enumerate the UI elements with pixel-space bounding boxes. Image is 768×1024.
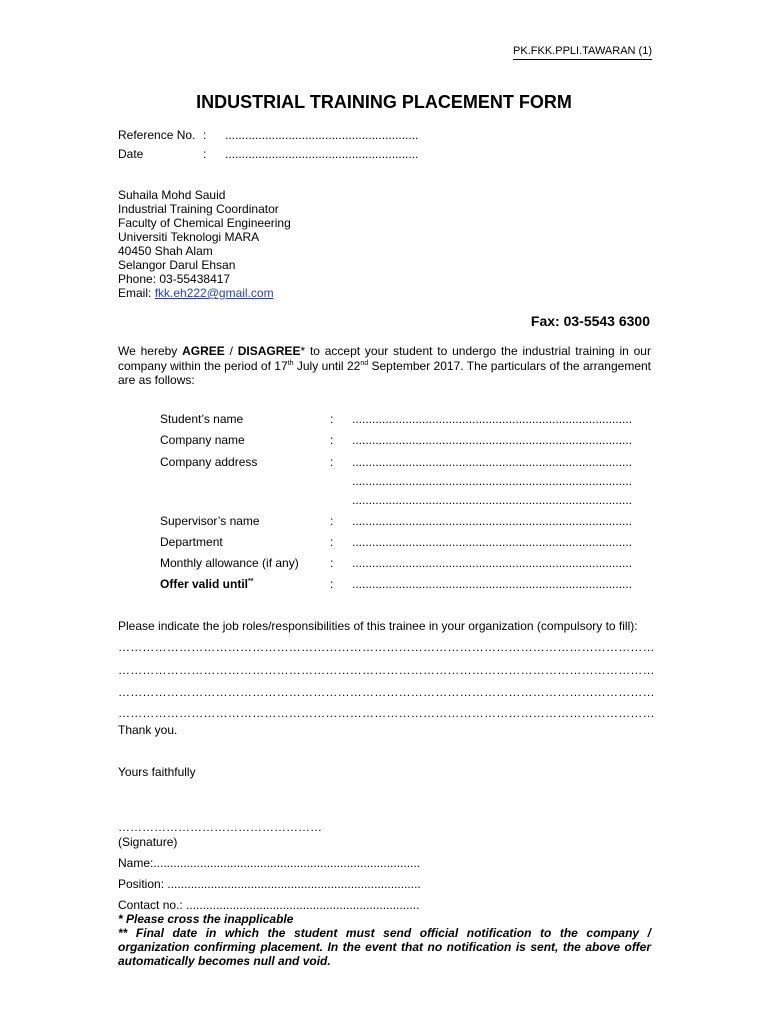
date-colon: : bbox=[203, 147, 207, 161]
signature-line[interactable]: …………………………………………… bbox=[118, 820, 322, 834]
intro-slash: / bbox=[224, 344, 238, 358]
allowance-label: Monthly allowance (if any) bbox=[160, 556, 299, 570]
email-link[interactable]: fkk.eh222@gmail.com bbox=[154, 286, 274, 300]
allowance-colon: : bbox=[330, 556, 334, 570]
roles-line-2[interactable]: …………………………………………………………………………………………………………………… bbox=[118, 663, 655, 677]
page-title: INDUSTRIAL TRAINING PLACEMENT FORM bbox=[196, 92, 572, 112]
address-name: Suhaila Mohd Sauid bbox=[118, 188, 226, 202]
supervisor-name-field[interactable]: .................................................................................... bbox=[352, 514, 633, 528]
student-name-label: Student’s name bbox=[160, 412, 244, 426]
allowance-field[interactable]: .................................................................................... bbox=[352, 556, 633, 570]
student-name-colon: : bbox=[330, 412, 334, 426]
address-state: Selangor Darul Ehsan bbox=[118, 258, 236, 272]
company-address-label: Company address bbox=[160, 455, 258, 469]
offer-valid-text: Offer valid until bbox=[160, 577, 249, 591]
offer-valid-label bbox=[160, 577, 253, 591]
signature-label: (Signature) bbox=[118, 835, 178, 849]
signer-contact-field[interactable]: Contact no.: ...................................................................... bbox=[118, 898, 420, 912]
fax-number: Fax: 03-5543 6300 bbox=[530, 313, 650, 329]
company-address-colon: : bbox=[330, 455, 334, 469]
signer-name-field[interactable]: Name:................................................................................ bbox=[118, 856, 421, 870]
roles-prompt: Please indicate the job roles/responsibilities of this trainee in your organization (compulsory to fill): bbox=[118, 619, 638, 633]
intro-text-1: We hereby bbox=[118, 344, 183, 358]
address-faculty: Faculty of Chemical Engineering bbox=[118, 216, 291, 230]
address-postcode-city: 40450 Shah Alam bbox=[118, 244, 213, 258]
department-label: Department bbox=[160, 535, 223, 549]
intro-sup-2: nd bbox=[360, 359, 369, 367]
company-name-colon: : bbox=[330, 433, 334, 447]
department-field[interactable]: .................................................................................... bbox=[352, 535, 633, 549]
email-label: Email: bbox=[118, 286, 155, 300]
intro-text-2: * to accept your student to undergo the industrial training in our company within the period of 17 bbox=[118, 344, 651, 373]
company-address-field-3[interactable]: .................................................................................... bbox=[352, 493, 633, 507]
roles-line-1[interactable]: …………………………………………………………………………………………………………………… bbox=[118, 640, 655, 654]
address-phone: Phone: 03-55438417 bbox=[118, 272, 231, 286]
date-field[interactable]: .......................................................... bbox=[225, 147, 419, 161]
disagree-option[interactable]: DISAGREE bbox=[237, 344, 301, 358]
company-name-field[interactable]: .................................................................................... bbox=[352, 433, 633, 447]
closing: Yours faithfully bbox=[118, 765, 196, 779]
document-code: PK.FKK.PPLI.TAWARAN (1) bbox=[513, 45, 652, 60]
intro-sup-1: th bbox=[287, 359, 294, 367]
supervisor-name-colon: : bbox=[330, 514, 334, 528]
company-address-field-2[interactable]: .................................................................................... bbox=[352, 474, 633, 488]
intro-text-3: July until 22 bbox=[293, 358, 361, 373]
date-label: Date bbox=[118, 147, 144, 161]
address-role: Industrial Training Coordinator bbox=[118, 202, 279, 216]
intro-text-4: September 2017. The particulars of the arrangement are as follows: bbox=[118, 358, 652, 387]
reference-colon: : bbox=[203, 128, 207, 142]
footnote-1: * Please cross the inapplicable bbox=[118, 912, 294, 926]
student-name-field[interactable]: .................................................................................... bbox=[352, 412, 633, 426]
roles-line-4[interactable]: …………………………………………………………………………………………………………………… bbox=[118, 706, 655, 720]
company-name-label: Company name bbox=[160, 433, 245, 447]
thank-you: Thank you. bbox=[118, 723, 178, 737]
intro-paragraph bbox=[118, 344, 651, 388]
offer-valid-field[interactable]: .................................................................................... bbox=[352, 577, 633, 591]
roles-line-3[interactable]: …………………………………………………………………………………………………………………… bbox=[118, 685, 655, 699]
offer-valid-sup: ** bbox=[248, 578, 254, 585]
address-email-line bbox=[118, 286, 274, 300]
department-colon: : bbox=[330, 535, 334, 549]
agree-option[interactable]: AGREE bbox=[182, 344, 225, 358]
reference-label: Reference No. bbox=[118, 128, 196, 142]
reference-field[interactable]: .......................................................... bbox=[225, 128, 419, 142]
offer-valid-colon: : bbox=[330, 577, 334, 591]
footnote-2: ** Final date in which the student must send official notification to the company / organization confirming placement. In the event that no notification is sent, the above offer automatically becomes null and void. bbox=[118, 926, 651, 968]
supervisor-name-label: Supervisor’s name bbox=[160, 514, 260, 528]
footnotes bbox=[118, 912, 651, 968]
signer-position-field[interactable]: Position: ............................................................................ bbox=[118, 877, 421, 891]
company-address-field-1[interactable]: .................................................................................... bbox=[352, 455, 633, 469]
address-university: Universiti Teknologi MARA bbox=[118, 230, 260, 244]
